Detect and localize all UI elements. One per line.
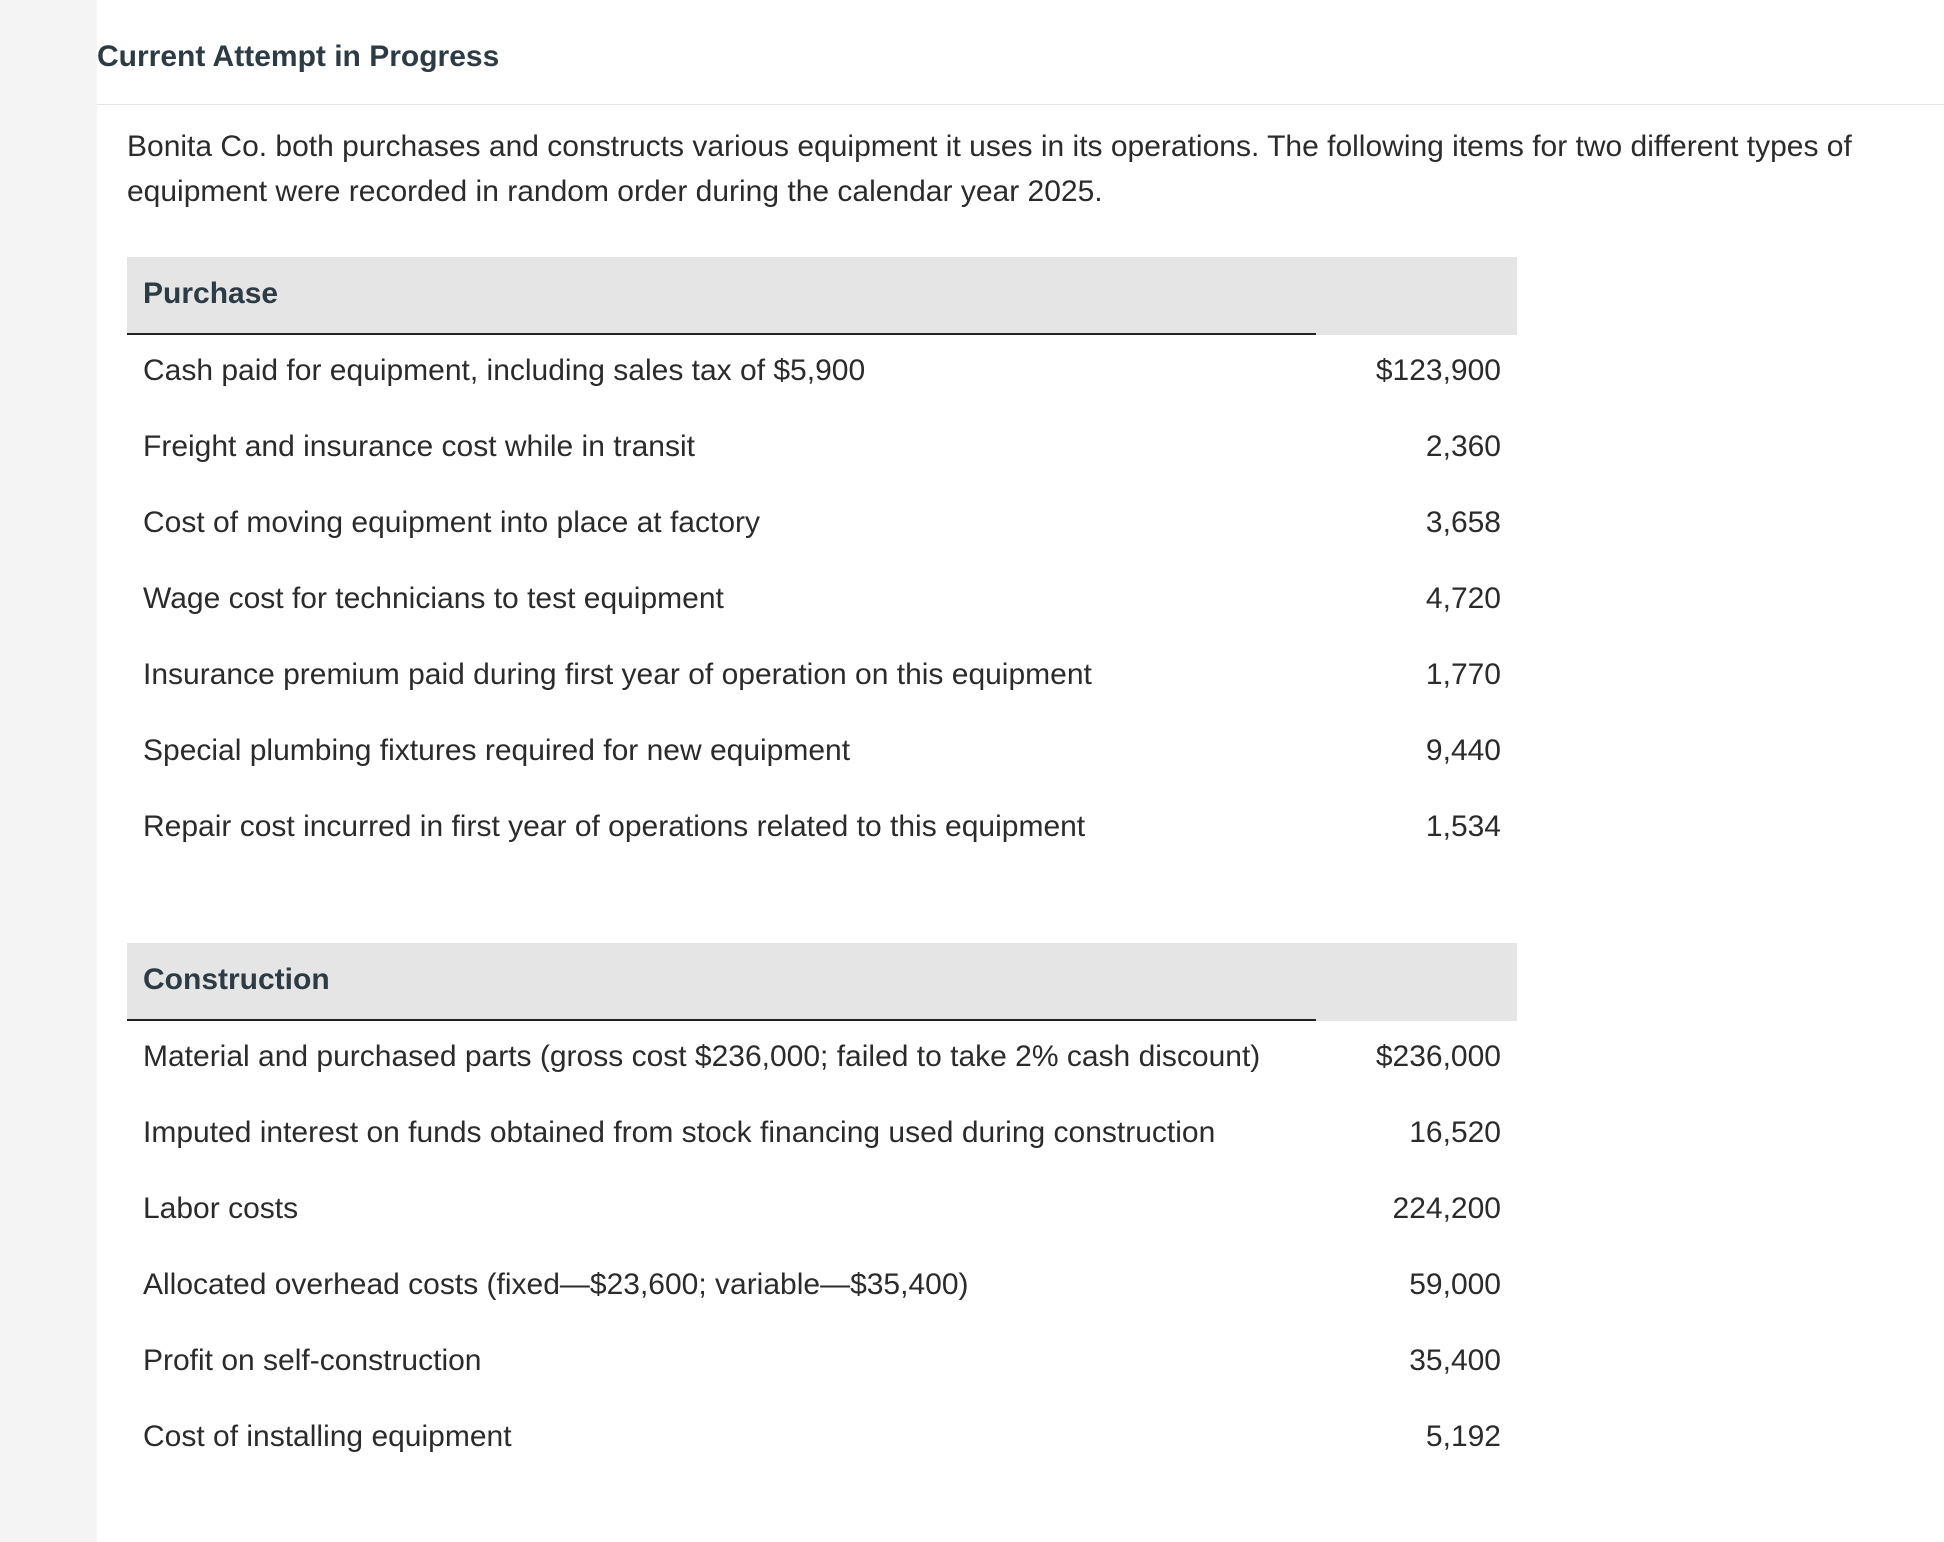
row-label: Cash paid for equipment, including sales tax of $5,900 — [143, 354, 866, 387]
row-amount: 9,440 — [1425, 734, 1501, 767]
row-amount: 2,360 — [1425, 430, 1501, 463]
table-row — [127, 1097, 1517, 1173]
left-gutter — [0, 0, 97, 1542]
purchase-table-header — [127, 257, 1517, 335]
row-amount: 16,520 — [1409, 1116, 1501, 1149]
table-row — [127, 1249, 1517, 1325]
row-label: Profit on self-construction — [143, 1344, 482, 1377]
question-panel — [97, 0, 1944, 1542]
row-label: Insurance premium paid during first year of operation on this equipment — [143, 658, 1092, 691]
table-row — [127, 715, 1517, 791]
row-amount: 1,770 — [1425, 658, 1501, 691]
row-label: Freight and insurance cost while in transit — [143, 430, 695, 463]
row-label: Repair cost incurred in first year of operations related to this equipment — [143, 810, 1086, 843]
table-row — [127, 1325, 1517, 1401]
title-divider — [97, 104, 1944, 105]
table-row — [127, 639, 1517, 715]
row-amount: 224,200 — [1392, 1192, 1501, 1225]
row-label: Material and purchased parts (gross cost $236,000; failed to take 2% cash discount) — [143, 1040, 1261, 1073]
table-row — [127, 1173, 1517, 1249]
construction-table-header — [127, 943, 1517, 1021]
row-label: Allocated overhead costs (fixed—$23,600; variable—$35,400) — [143, 1268, 969, 1301]
row-label: Wage cost for technicians to test equipment — [143, 582, 724, 615]
problem-statement: Bonita Co. both purchases and constructs various equipment it uses in its operations. The following items for two different types of equipment were recorded in random order during the calendar year 2025. — [127, 130, 1852, 208]
row-amount: 59,000 — [1409, 1268, 1501, 1301]
row-amount: $123,900 — [1375, 354, 1501, 387]
table-row — [127, 335, 1517, 411]
table-row — [127, 791, 1517, 867]
row-amount: $236,000 — [1375, 1040, 1501, 1073]
construction-table — [127, 943, 1517, 1477]
row-label: Cost of installing equipment — [143, 1420, 512, 1453]
row-amount: 1,534 — [1425, 810, 1501, 843]
row-amount: 3,658 — [1425, 506, 1501, 539]
purchase-heading: Purchase — [143, 277, 279, 310]
row-label: Cost of moving equipment into place at factory — [143, 506, 760, 539]
attempt-status-title: Current Attempt in Progress — [97, 40, 500, 73]
table-row — [127, 411, 1517, 487]
row-amount: 35,400 — [1409, 1344, 1501, 1377]
table-row — [127, 1021, 1517, 1097]
table-row — [127, 1401, 1517, 1477]
purchase-table — [127, 257, 1517, 867]
table-row — [127, 487, 1517, 563]
row-amount: 5,192 — [1425, 1420, 1501, 1453]
row-label: Special plumbing fixtures required for new equipment — [143, 734, 851, 767]
row-amount: 4,720 — [1425, 582, 1501, 615]
row-label: Labor costs — [143, 1192, 299, 1225]
row-label: Imputed interest on funds obtained from stock financing used during construction — [143, 1116, 1216, 1149]
construction-heading: Construction — [143, 963, 330, 996]
table-row — [127, 563, 1517, 639]
